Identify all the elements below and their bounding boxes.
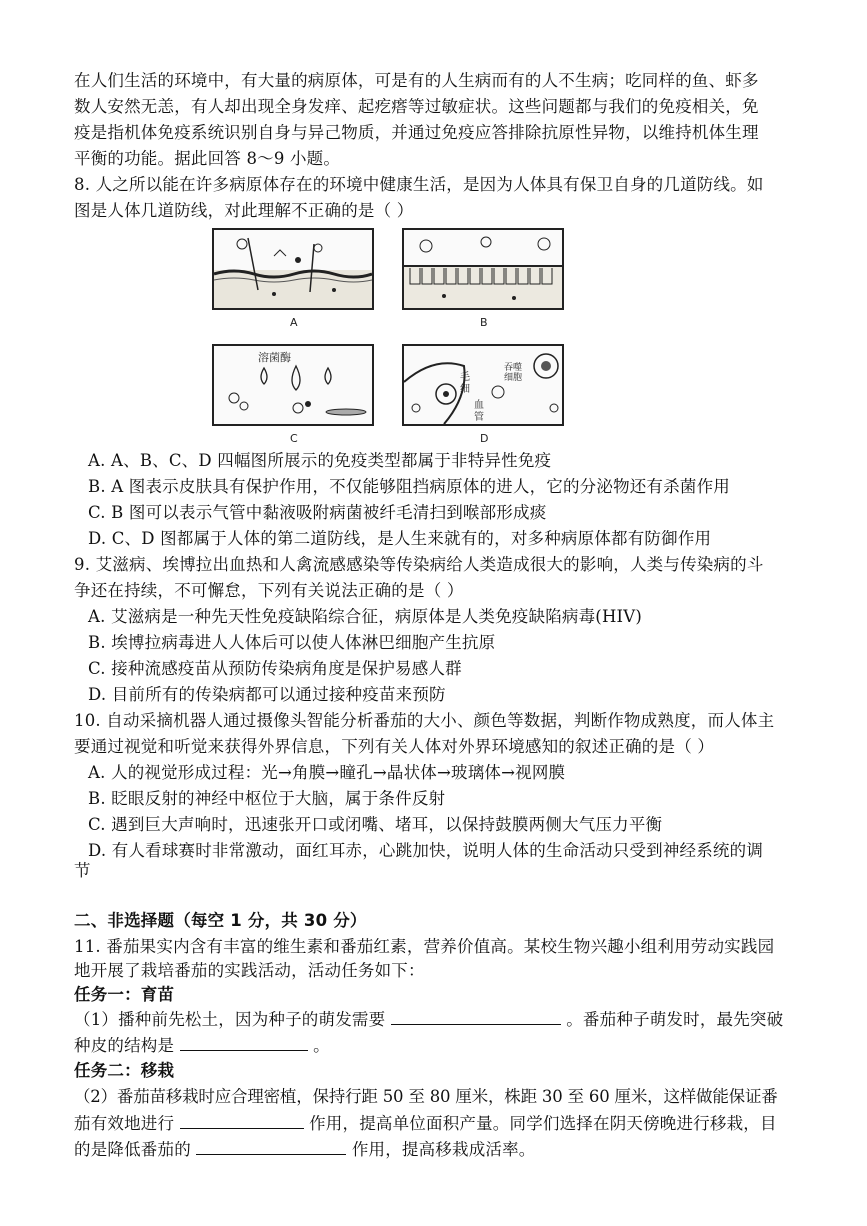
figure-b-label: B (480, 316, 488, 329)
figure-a-label: A (290, 316, 298, 329)
q10-option-d: D. 有人看球赛时非常激动，面红耳赤，心跳加快，说明人体的生命活动只受到神经系统的调 (88, 841, 764, 860)
q9-stem-line-2: 争还在持续，不可懈怠，下列有关说法正确的是（ ） (74, 581, 464, 600)
task-1-heading: 任务一：育苗 (74, 985, 175, 1004)
trachea-diagram-icon (404, 230, 562, 308)
figure-c-label: C (290, 432, 298, 445)
q8-option-a: A. A、B、C、D 四幅图所展示的免疫类型都属于非特异性免疫 (88, 451, 552, 470)
q11-part-1-text-d: 。 (313, 1036, 330, 1055)
q8-option-b: B. A 图表示皮肤具有保护作用，不仅能够阻挡病原体的进人，它的分泌物还有杀菌作用 (88, 477, 730, 496)
phagocyte-text-2: 细胞 (504, 373, 523, 383)
q11-stem-line-2: 地开展了栽培番茄的实践活动，活动任务如下： (74, 961, 425, 980)
capillary-text-1: 毛 (460, 372, 470, 383)
q9-option-a: A. 艾滋病是一种先天性免疫缺陷综合征，病原体是人类免疫缺陷病毒(HIV) (88, 607, 643, 626)
intro-line-1: 在人们生活的环境中，有大量的病原体，可是有的人生病而有的人不生病；吃同样的鱼、虾多 (74, 71, 759, 90)
q11-part-1-text-c: 种皮的结构是 (74, 1036, 175, 1055)
intro-line-2: 数人安然无恙，有人却出现全身发痒、起疙瘩等过敏症状。这些问题都与我们的免疫相关，免 (74, 97, 759, 116)
skin-diagram-icon (214, 230, 372, 308)
q8-stem-line-1: 8. 人之所以能在许多病原体存在的环境中健康生活，是因为人体具有保卫自身的几道防线。如 (74, 175, 764, 194)
q10-option-d-continued: 节 (74, 861, 91, 880)
capillary-text-4: 管 (474, 412, 484, 423)
figure-d-label: D (480, 432, 489, 445)
phagocyte-text-1: 吞噬 (504, 363, 523, 373)
q10-option-a: A. 人的视觉形成过程：光→角膜→瞳孔→晶状体→玻璃体→视网膜 (88, 763, 566, 782)
task-2-heading: 任务二：移栽 (74, 1061, 175, 1080)
q11-stem-line-1: 11. 番茄果实内含有丰富的维生素和番茄红素，营养价值高。某校生物兴趣小组利用劳动实践园 (74, 937, 775, 956)
figure-b-trachea (402, 228, 564, 310)
answer-blank-4[interactable] (196, 1136, 346, 1155)
q8-option-c: C. B 图可以表示气管中黏液吸附病菌被纤毛清扫到喉部形成痰 (88, 503, 547, 522)
phagocyte-diagram-icon (404, 346, 562, 424)
q10-stem-line-2: 要通过视觉和听觉来获得外界信息，下列有关人体对外界环境感知的叙述正确的是（ ） (74, 737, 715, 756)
section-2-title: 二、非选择题（每空 1 分，共 30 分） (74, 911, 367, 930)
q11-part-1-line-1 (74, 1006, 804, 1032)
figure-d-phagocyte (402, 344, 564, 426)
q11-part-2-line-2 (74, 1110, 804, 1136)
q11-part-1-text-a: （1）播种前先松土，因为种子的萌发需要 (74, 1010, 386, 1029)
q11-part-1-line-2 (74, 1032, 804, 1058)
q11-part-1-text-b: 。番茄种子萌发时，最先突破 (566, 1010, 784, 1029)
intro-line-4: 平衡的功能。据此回答 8～9 小题。 (74, 149, 341, 168)
answer-blank-1[interactable] (391, 1006, 561, 1025)
capillary-text-2: 细 (460, 384, 470, 395)
figure-a-skin (212, 228, 374, 310)
lysozyme-diagram-icon (214, 346, 372, 424)
q11-part-2-text-d: 的是降低番茄的 (74, 1140, 191, 1159)
q8-option-d: D. C、D 图都属于人体的第二道防线，是人生来就有的，对多种病原体都有防御作用 (88, 529, 712, 548)
intro-line-3: 疫是指机体免疫系统识别自身与异己物质，并通过免疫应答排除抗原性异物，以维持机体生理 (74, 123, 759, 142)
capillary-text-3: 血 (474, 400, 484, 411)
q9-option-d: D. 目前所有的传染病都可以通过接种疫苗来预防 (88, 685, 446, 704)
q9-option-c: C. 接种流感疫苗从预防传染病角度是保护易感人群 (88, 659, 462, 678)
q11-part-2-text-b: 茄有效地进行 (74, 1114, 175, 1133)
q10-option-b: B. 眨眼反射的神经中枢位于大脑，属于条件反射 (88, 789, 446, 808)
lysozyme-text: 溶菌酶 (258, 351, 291, 364)
q10-stem-line-1: 10. 自动采摘机器人通过摄像头智能分析番茄的大小、颜色等数据，判断作物成熟度，而人体主 (74, 711, 775, 730)
q11-part-2-line-3 (74, 1136, 804, 1162)
q10-option-c: C. 遇到巨大声响时，迅速张开口或闭嘴、堵耳，以保持鼓膜两侧大气压力平衡 (88, 815, 663, 834)
figure-c-lysozyme (212, 344, 374, 426)
q8-stem-line-2: 图是人体几道防线，对此理解不正确的是（ ） (74, 201, 414, 220)
q9-option-b: B. 埃博拉病毒进人人体后可以使人体淋巴细胞产生抗原 (88, 633, 496, 652)
q11-part-2-text-e: 作用，提高移栽成活率。 (351, 1140, 536, 1159)
q11-part-2-text-c: 作用，提高单位面积产量。同学们选择在阴天傍晚进行移栽，目 (309, 1114, 777, 1133)
q11-part-2-line-1: （2）番茄苗移栽时应合理密植，保持行距 50 至 80 厘米，株距 30 至 60 厘米，这样做能保证番 (74, 1087, 778, 1106)
q9-stem-line-1: 9. 艾滋病、埃博拉出血热和人禽流感感染等传染病给人类造成很大的影响，人类与传染病的斗 (74, 555, 764, 574)
answer-blank-2[interactable] (180, 1032, 308, 1051)
answer-blank-3[interactable] (180, 1110, 304, 1129)
